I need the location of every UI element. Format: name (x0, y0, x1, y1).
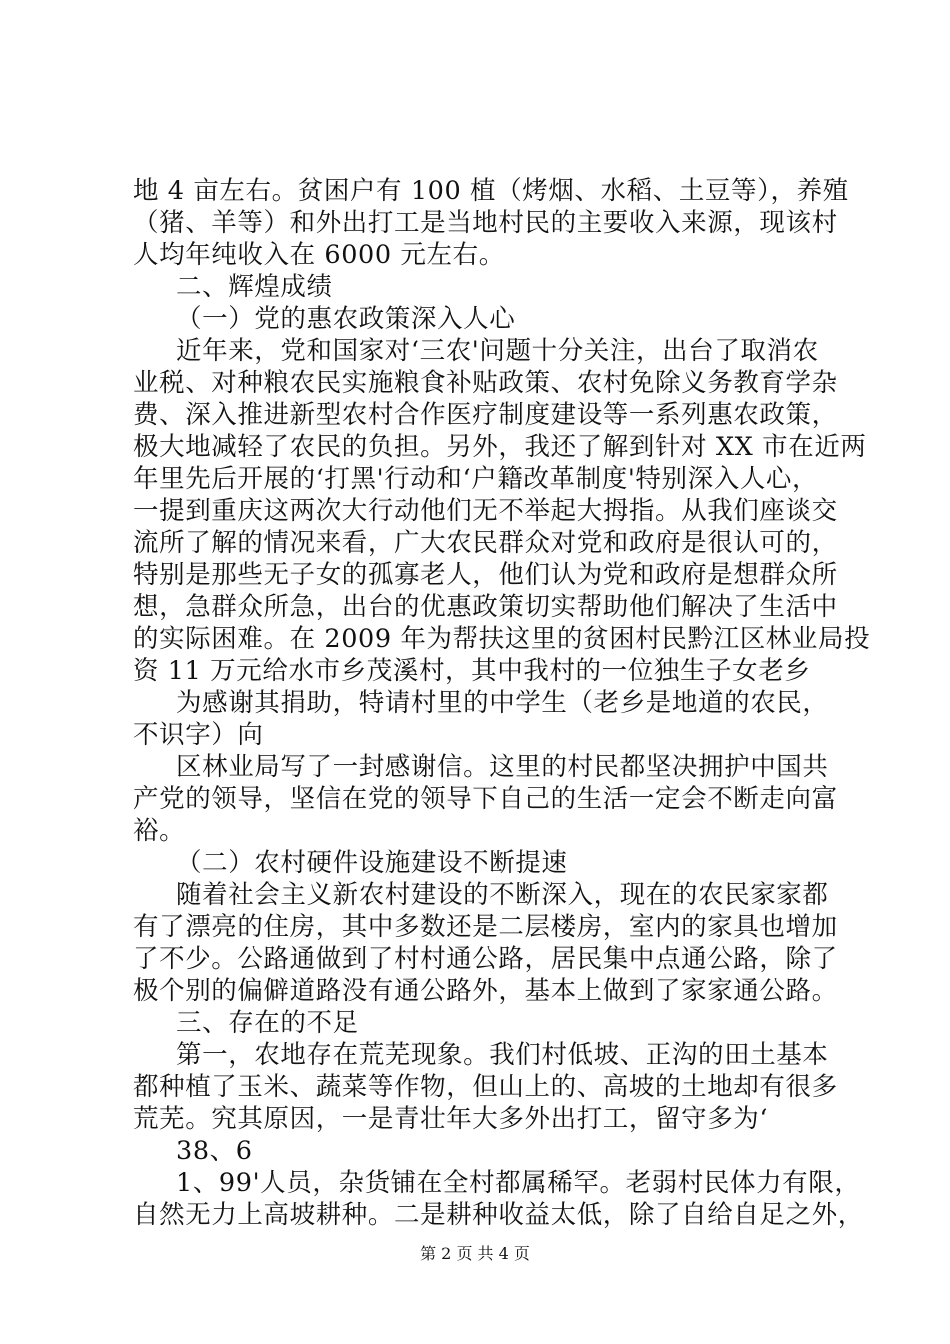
text-line-23: 随着社会主义新农村建设的不断深入，现在的农民家家都 (176, 880, 829, 910)
text-line-13: 特别是那些无子女的孤寡老人，他们认为党和政府是想群众所 (133, 560, 838, 590)
page-footer: 第 2 页 共 4 页 (420, 1244, 530, 1263)
section-heading-3: 三、存在的不足 (176, 1008, 359, 1038)
text-line-3: 人均年纯收入在 6000 元左右。 (133, 240, 505, 270)
text-line-18: 不识字）向 (133, 720, 264, 750)
text-line-32: 1、99'人员，杂货铺在全村都属稀罕。老弱村民体力有限， (176, 1168, 861, 1198)
text-line-29: 都种植了玉米、蔬菜等作物，但山上的、高坡的土地却有很多 (133, 1072, 838, 1102)
text-line-19: 区林业局写了一封感谢信。这里的村民都坚决拥护中国共 (176, 752, 829, 782)
text-line-26: 极个别的偏僻道路没有通公路外，基本上做到了家家通公路。 (133, 976, 838, 1006)
text-line-30: 荒芜。究其原因，一是青壮年大多外出打工，留守多为‘ (133, 1104, 769, 1134)
text-line-6: 近年来，党和国家对‘三农'问题十分关注，出台了取消农 (176, 336, 819, 366)
text-line-10: 年里先后开展的‘打黑'行动和‘户籍改革制度'特别深入人心， (133, 464, 819, 494)
text-line-24: 有了漂亮的住房，其中多数还是二层楼房，室内的家具也增加 (133, 912, 838, 942)
subsection-heading-2: （二）农村硬件设施建设不断提速 (176, 848, 568, 878)
text-line-25: 了不少。公路通做到了村村通公路，居民集中点通公路，除了 (133, 944, 838, 974)
text-line-21: 裕。 (133, 816, 186, 846)
text-line-2: （猪、羊等）和外出打工是当地村民的主要收入来源，现该村 (133, 208, 838, 238)
text-line-17: 为感谢其捐助，特请村里的中学生（老乡是地道的农民， (176, 688, 829, 718)
text-line-31: 38、6 (176, 1136, 253, 1166)
text-line-7: 业税、对种粮农民实施粮食补贴政策、农村免除义务教育学杂 (133, 368, 838, 398)
text-line-20: 产党的领导，坚信在党的领导下自己的生活一定会不断走向富 (133, 784, 838, 814)
text-line-16: 资 11 万元给水市乡茂溪村，其中我村的一位独生子女老乡 (133, 656, 811, 686)
text-line-1: 地 4 亩左右。贫困户有 100 植（烤烟、水稻、土豆等），养殖 (133, 176, 849, 206)
text-line-14: 想，急群众所急，出台的优惠政策切实帮助他们解决了生活中 (133, 592, 838, 622)
section-heading-2: 二、辉煌成绩 (176, 272, 333, 302)
text-line-15: 的实际困难。在 2009 年为帮扶这里的贫困村民黔江区林业局投 (133, 624, 871, 654)
text-line-8: 费、深入推进新型农村合作医疗制度建设等一系列惠农政策， (133, 400, 838, 430)
text-line-33: 自然无力上高坡耕种。二是耕种收益太低，除了自给自足之外， (133, 1200, 864, 1230)
text-line-11: 一提到重庆这两次大行动他们无不举起大拇指。从我们座谈交 (133, 496, 838, 526)
text-line-12: 流所了解的情况来看，广大农民群众对党和政府是很认可的， (133, 528, 838, 558)
text-line-9: 极大地减轻了农民的负担。另外，我还了解到针对 XX 市在近两 (133, 432, 867, 462)
subsection-heading-1: （一）党的惠农政策深入人心 (176, 304, 516, 334)
text-line-28: 第一，农地存在荒芜现象。我们村低坡、正沟的田土基本 (176, 1040, 829, 1070)
